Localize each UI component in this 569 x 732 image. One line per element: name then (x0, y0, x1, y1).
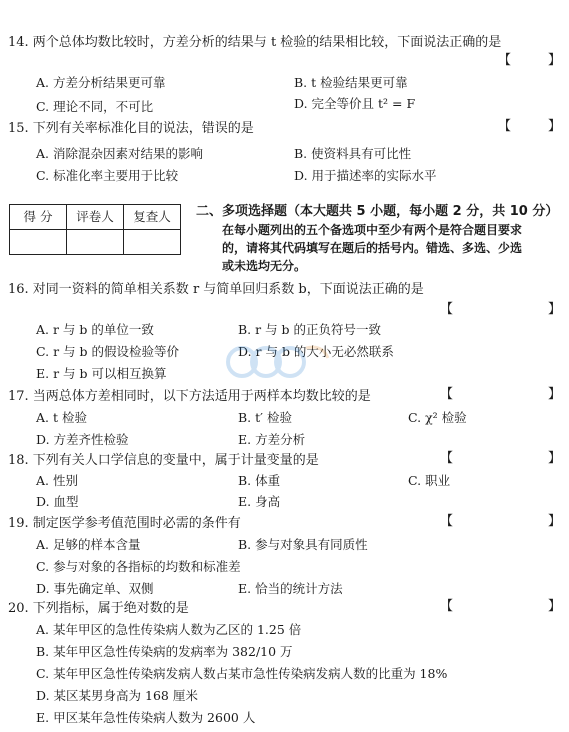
question-17-option-d: D. 方差齐性检验 (36, 432, 129, 447)
question-20-option-b: B. 某年甲区急性传染病的发病率为 382/10 万 (36, 644, 293, 659)
question-18-stem: 18. 下列有关人口学信息的变量中，属于计量变量的是 (8, 453, 319, 468)
score-table (9, 204, 181, 255)
question-20-option-e: E. 甲区某年急性传染病人数为 2600 人 (36, 710, 256, 725)
section-note-line-3: 或未选均无分。 (222, 259, 307, 273)
reviewer-header: 复查人 (124, 205, 181, 230)
question-20-option-c: C. 某年甲区急性传染病发病人数占某市急性传染病发病人数的比重为 18% (36, 666, 448, 681)
question-16-option-e: E. r 与 b 可以相互换算 (36, 366, 167, 381)
answer-bracket-open: 【 (440, 387, 454, 402)
question-18-option-b: B. 体重 (238, 473, 281, 488)
question-17-option-e: E. 方差分析 (238, 432, 306, 447)
answer-bracket-close: 】 (548, 53, 562, 68)
question-15-option-d: D. 用于描述率的实际水平 (294, 168, 437, 183)
question-19-option-c: C. 参与对象的各指标的均数和标准差 (36, 559, 241, 574)
question-16-option-c: C. r 与 b 的假设检验等价 (36, 344, 179, 359)
grader-header: 评卷人 (67, 205, 124, 230)
section-note-line-1: 在每小题列出的五个备选项中至少有两个是符合题目要求 (222, 223, 523, 237)
question-15-option-b: B. 使资料具有可比性 (294, 146, 412, 161)
answer-bracket-close: 】 (548, 302, 562, 317)
question-19-stem: 19. 制定医学参考值范围时必需的条件有 (8, 516, 241, 531)
question-20-option-a: A. 某年甲区的急性传染病人数为乙区的 1.25 倍 (36, 622, 302, 637)
question-19-option-d: D. 事先确定单、双侧 (36, 581, 154, 596)
question-19-option-e: E. 恰当的统计方法 (238, 581, 343, 596)
answer-bracket-close: 】 (548, 119, 562, 134)
question-18-option-a: A. 性别 (36, 473, 78, 488)
answer-bracket-open: 【 (440, 514, 454, 529)
question-18-option-e: E. 身高 (238, 494, 281, 509)
question-16-stem: 16. 对同一资料的简单相关系数 r 与简单回归系数 b，下面说法正确的是 (8, 282, 424, 297)
question-19-option-a: A. 足够的样本含量 (36, 537, 141, 552)
question-14-option-b: B. t 检验结果更可靠 (294, 75, 408, 90)
answer-bracket-close: 】 (548, 514, 562, 529)
question-15-stem: 15. 下列有关率标准化目的说法，错误的是 (8, 121, 254, 136)
answer-bracket-open: 【 (440, 451, 454, 466)
question-15-option-c: C. 标准化率主要用于比较 (36, 168, 179, 183)
section-note-line-2: 的，请将其代码填写在题后的括号内。错选、多选、少选 (222, 241, 523, 255)
score-cell (10, 230, 67, 255)
question-14-stem: 14. 两个总体均数比较时，方差分析的结果与 t 检验的结果相比较，下面说法正确的是 (8, 35, 502, 50)
answer-bracket-close: 】 (548, 599, 562, 614)
score-header: 得 分 (10, 205, 67, 230)
watermark-logo (222, 340, 332, 386)
question-17-option-b: B. t′ 检验 (238, 410, 292, 425)
question-19-option-b: B. 参与对象具有同质性 (238, 537, 368, 552)
question-15-option-a: A. 消除混杂因素对结果的影响 (36, 146, 203, 161)
question-17-option-a: A. t 检验 (36, 410, 87, 425)
answer-bracket-open: 【 (440, 302, 454, 317)
question-14-option-c: C. 理论不同，不可比 (36, 99, 154, 114)
question-16-option-a: A. r 与 b 的单位一致 (36, 322, 154, 337)
question-16-option-b: B. r 与 b 的正负符号一致 (238, 322, 382, 337)
question-16-option-d: D. r 与 b 的大小无必然联系 (238, 344, 394, 359)
answer-bracket-open: 【 (498, 119, 512, 134)
question-17-option-c: C. χ² 检验 (408, 410, 467, 425)
question-14-option-a: A. 方差分析结果更可靠 (36, 75, 166, 90)
question-18-option-c: C. 职业 (408, 473, 451, 488)
question-14-option-d: D. 完全等价且 t² = F (294, 96, 416, 111)
question-17-stem: 17. 当两总体方差相同时，以下方法适用于两样本均数比较的是 (8, 389, 371, 404)
grader-cell (67, 230, 124, 255)
answer-bracket-open: 【 (440, 599, 454, 614)
answer-bracket-close: 】 (548, 451, 562, 466)
answer-bracket-close: 】 (548, 387, 562, 402)
question-20-option-d: D. 某区某男身高为 168 厘米 (36, 688, 198, 703)
reviewer-cell (124, 230, 181, 255)
section-title: 二、多项选择题（本大题共 5 小题，每小题 2 分，共 10 分） (196, 204, 559, 219)
question-20-stem: 20. 下列指标，属于绝对数的是 (8, 601, 189, 616)
question-18-option-d: D. 血型 (36, 494, 79, 509)
answer-bracket-open: 【 (498, 53, 512, 68)
